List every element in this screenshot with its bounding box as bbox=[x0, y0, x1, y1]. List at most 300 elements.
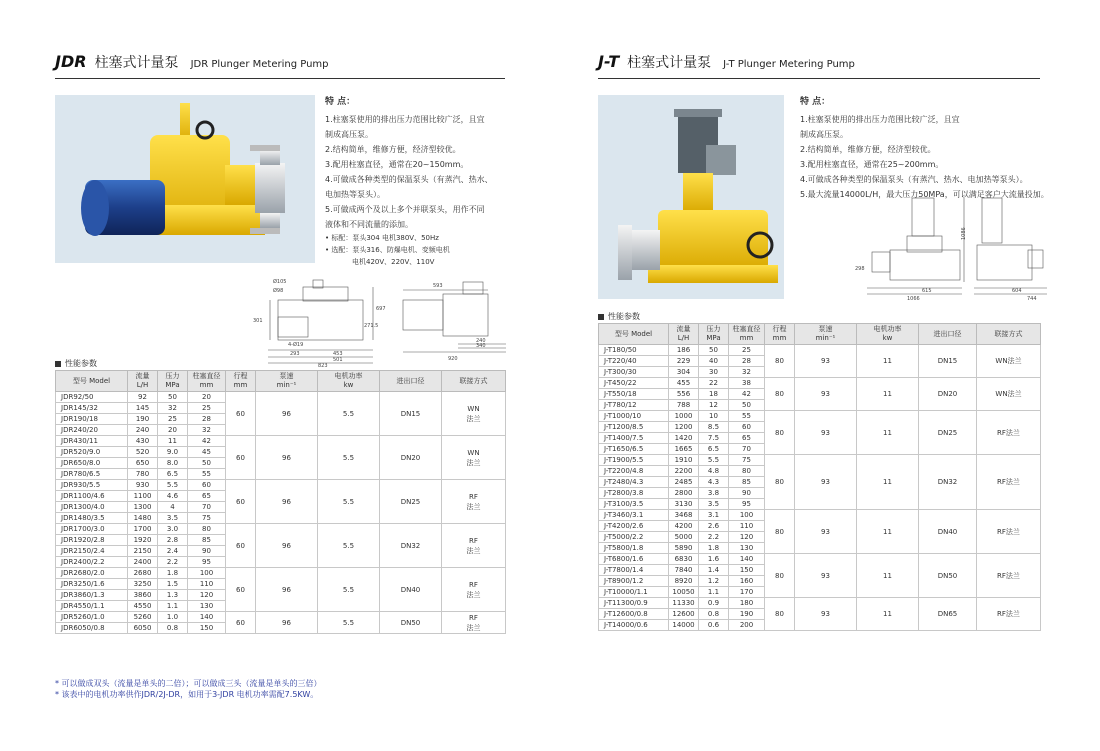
pressure-cell: 1.8 bbox=[158, 568, 188, 579]
stroke-cell: 60 bbox=[226, 436, 256, 480]
model-cell: J-T1650/6.5 bbox=[599, 444, 669, 455]
plunger-diameter-cell: 140 bbox=[729, 554, 765, 565]
model-cell: J-T10000/1.1 bbox=[599, 587, 669, 598]
pressure-cell: 8.0 bbox=[158, 458, 188, 469]
jt-dim-d3: 615 bbox=[922, 288, 932, 294]
jdr-spec-table bbox=[55, 370, 506, 634]
flow-cell: 2485 bbox=[669, 477, 699, 488]
speed-cell: 96 bbox=[256, 392, 318, 436]
plunger-diameter-cell: 25 bbox=[188, 403, 226, 414]
model-cell: J-T550/18 bbox=[599, 389, 669, 400]
connection-cell: RF 法兰 bbox=[442, 612, 506, 634]
pressure-cell: 1.1 bbox=[158, 601, 188, 612]
jdr-features bbox=[325, 95, 515, 268]
plunger-diameter-cell: 110 bbox=[188, 579, 226, 590]
column-header: 压力 MPa bbox=[699, 324, 729, 345]
flow-cell: 1300 bbox=[128, 502, 158, 513]
jdr-opt-config: • 选配：泵头316、防爆电机、变频电机 bbox=[325, 246, 450, 254]
pressure-cell: 9.0 bbox=[158, 447, 188, 458]
pressure-cell: 50 bbox=[158, 392, 188, 403]
stroke-cell: 80 bbox=[765, 411, 795, 455]
jdr-notes bbox=[55, 678, 322, 700]
jt-features bbox=[800, 95, 1050, 202]
flow-cell: 2680 bbox=[128, 568, 158, 579]
column-header: 泵速 min⁻¹ bbox=[795, 324, 857, 345]
plunger-diameter-cell: 90 bbox=[188, 546, 226, 557]
jt-feature-line: 2.结构简单，维修方便，经济型较优。 bbox=[800, 145, 936, 154]
flow-cell: 1700 bbox=[128, 524, 158, 535]
plunger-diameter-cell: 100 bbox=[729, 510, 765, 521]
pressure-cell: 4.8 bbox=[699, 466, 729, 477]
plunger-diameter-cell: 90 bbox=[729, 488, 765, 499]
jdr-dimension-drawing bbox=[248, 272, 513, 367]
flow-cell: 186 bbox=[669, 345, 699, 356]
stroke-cell: 60 bbox=[226, 524, 256, 568]
model-cell: JDR2150/2.4 bbox=[56, 546, 128, 557]
port-size-cell: DN40 bbox=[380, 568, 442, 612]
jdr-model-name: JDR bbox=[55, 52, 87, 71]
power-cell: 11 bbox=[857, 378, 919, 411]
plunger-diameter-cell: 120 bbox=[188, 590, 226, 601]
flow-cell: 14000 bbox=[669, 620, 699, 631]
model-cell: JDR2400/2.2 bbox=[56, 557, 128, 568]
model-cell: JDR145/32 bbox=[56, 403, 128, 414]
plunger-diameter-cell: 25 bbox=[729, 345, 765, 356]
model-cell: J-T1900/5.5 bbox=[599, 455, 669, 466]
jt-dimension-drawing bbox=[852, 190, 1052, 305]
flow-cell: 1100 bbox=[128, 491, 158, 502]
flow-cell: 2200 bbox=[669, 466, 699, 477]
speed-cell: 93 bbox=[795, 411, 857, 455]
plunger-diameter-cell: 170 bbox=[729, 587, 765, 598]
model-cell: JDR2680/2.0 bbox=[56, 568, 128, 579]
jdr-dim2-d3: 340 bbox=[476, 343, 486, 349]
pressure-cell: 4.6 bbox=[158, 491, 188, 502]
plunger-diameter-cell: 38 bbox=[729, 378, 765, 389]
column-header: 进出口径 bbox=[380, 371, 442, 392]
plunger-diameter-cell: 160 bbox=[729, 576, 765, 587]
model-cell: JDR520/9.0 bbox=[56, 447, 128, 458]
jdr-header bbox=[55, 52, 329, 72]
jdr-note: * 可以做成双头（流量是单头的二倍）；可以做成三头（流量是单头的三倍） bbox=[55, 679, 322, 688]
model-cell: J-T6800/1.6 bbox=[599, 554, 669, 565]
jdr-pump-illustration bbox=[55, 95, 315, 263]
model-cell: J-T180/50 bbox=[599, 345, 669, 356]
connection-cell: RF法兰 bbox=[977, 598, 1041, 631]
power-cell: 11 bbox=[857, 554, 919, 598]
pressure-cell: 1.1 bbox=[699, 587, 729, 598]
flow-cell: 3250 bbox=[128, 579, 158, 590]
pressure-cell: 0.6 bbox=[699, 620, 729, 631]
model-cell: JDR1480/3.5 bbox=[56, 513, 128, 524]
model-cell: J-T450/22 bbox=[599, 378, 669, 389]
model-cell: JDR240/20 bbox=[56, 425, 128, 436]
jdr-dim2-d4: 920 bbox=[448, 356, 458, 362]
model-cell: J-T2800/3.8 bbox=[599, 488, 669, 499]
connection-cell: RF 法兰 bbox=[442, 480, 506, 524]
speed-cell: 93 bbox=[795, 345, 857, 378]
flow-cell: 4550 bbox=[128, 601, 158, 612]
flow-cell: 1480 bbox=[128, 513, 158, 524]
flow-cell: 5890 bbox=[669, 543, 699, 554]
jdr-features-title: 特 点： bbox=[325, 97, 356, 107]
model-cell: J-T2200/4.8 bbox=[599, 466, 669, 477]
jdr-dim-d6: 697 bbox=[376, 306, 386, 312]
pressure-cell: 3.1 bbox=[699, 510, 729, 521]
port-size-cell: DN32 bbox=[919, 455, 977, 510]
column-header: 进出口径 bbox=[919, 324, 977, 345]
model-cell: J-T1400/7.5 bbox=[599, 433, 669, 444]
model-cell: J-T4200/2.6 bbox=[599, 521, 669, 532]
jdr-drawing-top-view bbox=[403, 282, 506, 362]
jt-dim-d5: 744 bbox=[1027, 296, 1037, 302]
model-cell: JDR190/18 bbox=[56, 414, 128, 425]
power-cell: 11 bbox=[857, 598, 919, 631]
model-cell: J-T7800/1.4 bbox=[599, 565, 669, 576]
table-row bbox=[599, 345, 1041, 356]
stroke-cell: 80 bbox=[765, 378, 795, 411]
flow-cell: 1920 bbox=[128, 535, 158, 546]
jdr-feature-line: 3.配用柱塞直径，通常在20~150mm。 bbox=[325, 160, 469, 169]
pressure-cell: 50 bbox=[699, 345, 729, 356]
plunger-diameter-cell: 75 bbox=[188, 513, 226, 524]
stroke-cell: 80 bbox=[765, 598, 795, 631]
jdr-dim-d2: Ø98 bbox=[273, 288, 284, 294]
column-header: 柱塞直径 mm bbox=[188, 371, 226, 392]
power-cell: 5.5 bbox=[318, 612, 380, 634]
plunger-diameter-cell: 85 bbox=[188, 535, 226, 546]
plunger-diameter-cell: 70 bbox=[729, 444, 765, 455]
plunger-diameter-cell: 65 bbox=[729, 433, 765, 444]
stroke-cell: 60 bbox=[226, 392, 256, 436]
port-size-cell: DN25 bbox=[919, 411, 977, 455]
jdr-dim-d5: 271.5 bbox=[364, 323, 379, 329]
port-size-cell: DN32 bbox=[380, 524, 442, 568]
stroke-cell: 80 bbox=[765, 345, 795, 378]
model-cell: JDR4550/1.1 bbox=[56, 601, 128, 612]
plunger-diameter-cell: 45 bbox=[188, 447, 226, 458]
flow-cell: 520 bbox=[128, 447, 158, 458]
speed-cell: 96 bbox=[256, 436, 318, 480]
jdr-drawing-side-view bbox=[253, 278, 386, 367]
pressure-cell: 3.0 bbox=[158, 524, 188, 535]
jdr-feature-line: 液体和不同流量的添加。 bbox=[325, 220, 413, 229]
jdr-feature-line: 4.可做成各种类型的保温泵头（有蒸汽、热水、 bbox=[325, 175, 493, 184]
stroke-cell: 80 bbox=[765, 455, 795, 510]
flow-cell: 5260 bbox=[128, 612, 158, 623]
jt-feature-line: 1.柱塞泵使用的排出压力范围比较广泛，且宜 bbox=[800, 115, 960, 124]
pressure-cell: 2.4 bbox=[158, 546, 188, 557]
connection-cell: RF 法兰 bbox=[442, 568, 506, 612]
plunger-diameter-cell: 28 bbox=[188, 414, 226, 425]
plunger-diameter-cell: 70 bbox=[188, 502, 226, 513]
plunger-diameter-cell: 130 bbox=[729, 543, 765, 554]
jdr-title-cn: 柱塞式计量泵 bbox=[94, 55, 179, 71]
connection-cell: WN法兰 bbox=[977, 345, 1041, 378]
flow-cell: 2800 bbox=[669, 488, 699, 499]
flow-cell: 6830 bbox=[669, 554, 699, 565]
plunger-diameter-cell: 100 bbox=[188, 568, 226, 579]
jt-pump-illustration bbox=[598, 95, 784, 299]
jt-feature-line: 制成高压泵。 bbox=[800, 130, 848, 139]
pressure-cell: 20 bbox=[158, 425, 188, 436]
flow-cell: 8920 bbox=[669, 576, 699, 587]
plunger-diameter-cell: 32 bbox=[188, 425, 226, 436]
flow-cell: 430 bbox=[128, 436, 158, 447]
flow-cell: 10050 bbox=[669, 587, 699, 598]
pressure-cell: 10 bbox=[699, 411, 729, 422]
plunger-diameter-cell: 150 bbox=[729, 565, 765, 576]
jdr-product-photo bbox=[55, 95, 315, 263]
plunger-diameter-cell: 120 bbox=[729, 532, 765, 543]
flow-cell: 930 bbox=[128, 480, 158, 491]
plunger-diameter-cell: 50 bbox=[729, 400, 765, 411]
pressure-cell: 11 bbox=[158, 436, 188, 447]
plunger-diameter-cell: 75 bbox=[729, 455, 765, 466]
jdr-dim-d4: 301 bbox=[253, 318, 263, 324]
pressure-cell: 0.9 bbox=[699, 598, 729, 609]
port-size-cell: DN50 bbox=[919, 554, 977, 598]
pressure-cell: 1.5 bbox=[158, 579, 188, 590]
table-row bbox=[599, 598, 1041, 609]
flow-cell: 11330 bbox=[669, 598, 699, 609]
table-row bbox=[599, 455, 1041, 466]
plunger-diameter-cell: 28 bbox=[729, 356, 765, 367]
plunger-diameter-cell: 42 bbox=[188, 436, 226, 447]
table-row bbox=[56, 612, 506, 623]
jdr-dim2-d2: 240 bbox=[476, 338, 486, 344]
speed-cell: 96 bbox=[256, 612, 318, 634]
model-cell: J-T1200/8.5 bbox=[599, 422, 669, 433]
stroke-cell: 80 bbox=[765, 554, 795, 598]
column-header: 型号 Model bbox=[56, 371, 128, 392]
plunger-diameter-cell: 80 bbox=[188, 524, 226, 535]
jt-model-name: J-T bbox=[598, 52, 620, 71]
pressure-cell: 3.5 bbox=[158, 513, 188, 524]
port-size-cell: DN25 bbox=[380, 480, 442, 524]
pressure-cell: 30 bbox=[699, 367, 729, 378]
flow-cell: 556 bbox=[669, 389, 699, 400]
jdr-feature-line: 5.可做成两个及以上多个并联泵头，用作不同 bbox=[325, 205, 485, 214]
plunger-diameter-cell: 80 bbox=[729, 466, 765, 477]
connection-cell: RF 法兰 bbox=[442, 524, 506, 568]
plunger-diameter-cell: 55 bbox=[188, 469, 226, 480]
flow-cell: 92 bbox=[128, 392, 158, 403]
column-header: 流量 L/H bbox=[669, 324, 699, 345]
speed-cell: 96 bbox=[256, 524, 318, 568]
flow-cell: 304 bbox=[669, 367, 699, 378]
table-row bbox=[599, 510, 1041, 521]
jdr-dim-d3: 4-Ø19 bbox=[288, 342, 304, 348]
power-cell: 11 bbox=[857, 510, 919, 554]
model-cell: J-T5800/1.8 bbox=[599, 543, 669, 554]
port-size-cell: DN15 bbox=[919, 345, 977, 378]
flow-cell: 2400 bbox=[128, 557, 158, 568]
plunger-diameter-cell: 20 bbox=[188, 392, 226, 403]
plunger-diameter-cell: 60 bbox=[188, 480, 226, 491]
plunger-diameter-cell: 150 bbox=[188, 623, 226, 634]
model-cell: JDR1920/2.8 bbox=[56, 535, 128, 546]
pressure-cell: 5.5 bbox=[699, 455, 729, 466]
plunger-diameter-cell: 85 bbox=[729, 477, 765, 488]
jdr-dim-d10: 823 bbox=[318, 363, 328, 367]
speed-cell: 96 bbox=[256, 568, 318, 612]
column-header: 流量 L/H bbox=[128, 371, 158, 392]
flow-cell: 780 bbox=[128, 469, 158, 480]
pressure-cell: 6.5 bbox=[158, 469, 188, 480]
model-cell: JDR1300/4.0 bbox=[56, 502, 128, 513]
flow-cell: 1200 bbox=[669, 422, 699, 433]
port-size-cell: DN50 bbox=[380, 612, 442, 634]
flow-cell: 145 bbox=[128, 403, 158, 414]
power-cell: 5.5 bbox=[318, 480, 380, 524]
table-row bbox=[56, 568, 506, 579]
model-cell: J-T3100/3.5 bbox=[599, 499, 669, 510]
power-cell: 11 bbox=[857, 345, 919, 378]
speed-cell: 96 bbox=[256, 480, 318, 524]
table-header-row bbox=[599, 324, 1041, 345]
pressure-cell: 5.5 bbox=[158, 480, 188, 491]
jdr-dim-d1: Ø105 bbox=[273, 279, 287, 285]
table-row bbox=[599, 411, 1041, 422]
power-cell: 5.5 bbox=[318, 392, 380, 436]
jdr-title-en: JDR Plunger Metering Pump bbox=[190, 59, 329, 70]
flow-cell: 4200 bbox=[669, 521, 699, 532]
flow-cell: 788 bbox=[669, 400, 699, 411]
column-header: 行程 mm bbox=[226, 371, 256, 392]
connection-cell: RF法兰 bbox=[977, 554, 1041, 598]
pressure-cell: 6.5 bbox=[699, 444, 729, 455]
pressure-cell: 40 bbox=[699, 356, 729, 367]
jdr-params-title-text: 性能参数 bbox=[65, 359, 97, 368]
pressure-cell: 0.8 bbox=[699, 609, 729, 620]
table-row bbox=[56, 392, 506, 403]
column-header: 电机功率 kw bbox=[318, 371, 380, 392]
table-header-row bbox=[56, 371, 506, 392]
pressure-cell: 12 bbox=[699, 400, 729, 411]
connection-cell: RF法兰 bbox=[977, 510, 1041, 554]
model-cell: J-T11300/0.9 bbox=[599, 598, 669, 609]
pressure-cell: 1.8 bbox=[699, 543, 729, 554]
flow-cell: 5000 bbox=[669, 532, 699, 543]
model-cell: JDR3250/1.6 bbox=[56, 579, 128, 590]
column-header: 联接方式 bbox=[977, 324, 1041, 345]
jt-feature-line: 5.最大流量14000L/H，最大压力50MPa，可以满足客户大流量投加。 bbox=[800, 190, 1049, 199]
plunger-diameter-cell: 65 bbox=[188, 491, 226, 502]
model-cell: JDR3860/1.3 bbox=[56, 590, 128, 601]
jt-title-en: J-T Plunger Metering Pump bbox=[723, 59, 855, 70]
pressure-cell: 1.6 bbox=[699, 554, 729, 565]
plunger-diameter-cell: 55 bbox=[729, 411, 765, 422]
jt-features-title: 特 点： bbox=[800, 97, 831, 107]
connection-cell: RF法兰 bbox=[977, 411, 1041, 455]
speed-cell: 93 bbox=[795, 598, 857, 631]
flow-cell: 240 bbox=[128, 425, 158, 436]
jt-header-rule bbox=[598, 78, 1040, 79]
model-cell: J-T14000/0.6 bbox=[599, 620, 669, 631]
flow-cell: 3468 bbox=[669, 510, 699, 521]
column-header: 柱塞直径 mm bbox=[729, 324, 765, 345]
power-cell: 5.5 bbox=[318, 436, 380, 480]
pressure-cell: 2.2 bbox=[699, 532, 729, 543]
port-size-cell: DN20 bbox=[380, 436, 442, 480]
power-cell: 5.5 bbox=[318, 524, 380, 568]
connection-cell: WN法兰 bbox=[977, 378, 1041, 411]
plunger-diameter-cell: 200 bbox=[729, 620, 765, 631]
table-row bbox=[56, 480, 506, 491]
jt-feature-line: 4.可做成各种类型的保温泵头（有蒸汽、热水、电加热等泵头）。 bbox=[800, 175, 1028, 184]
model-cell: JDR5260/1.0 bbox=[56, 612, 128, 623]
plunger-diameter-cell: 110 bbox=[729, 521, 765, 532]
model-cell: J-T3460/3.1 bbox=[599, 510, 669, 521]
flow-cell: 6050 bbox=[128, 623, 158, 634]
power-cell: 11 bbox=[857, 455, 919, 510]
flow-cell: 1665 bbox=[669, 444, 699, 455]
power-cell: 11 bbox=[857, 411, 919, 455]
jt-page bbox=[550, 0, 1100, 751]
plunger-diameter-cell: 190 bbox=[729, 609, 765, 620]
square-bullet-icon bbox=[55, 361, 61, 367]
jt-drawing-side-view bbox=[855, 198, 967, 302]
flow-cell: 455 bbox=[669, 378, 699, 389]
jdr-header-rule bbox=[55, 78, 505, 79]
plunger-diameter-cell: 95 bbox=[729, 499, 765, 510]
jt-params-title-text: 性能参数 bbox=[608, 312, 640, 321]
jdr-std-config: • 标配：泵头304 电机380V、50Hz bbox=[325, 234, 439, 242]
pressure-cell: 1.2 bbox=[699, 576, 729, 587]
connection-cell: RF法兰 bbox=[977, 455, 1041, 510]
connection-cell: WN 法兰 bbox=[442, 392, 506, 436]
jt-header bbox=[598, 52, 855, 72]
flow-cell: 3130 bbox=[669, 499, 699, 510]
jt-dim-d6: 604 bbox=[1012, 288, 1022, 294]
model-cell: JDR1100/4.6 bbox=[56, 491, 128, 502]
jt-params-title bbox=[598, 311, 640, 322]
jt-dim-d1: 1086 bbox=[961, 227, 967, 240]
plunger-diameter-cell: 42 bbox=[729, 389, 765, 400]
flow-cell: 12600 bbox=[669, 609, 699, 620]
column-header: 电机功率 kw bbox=[857, 324, 919, 345]
jdr-note: * 该表中的电机功率供作JDR/2J-DR，如用于3-JDR 电机功率需配7.5KW。 bbox=[55, 690, 319, 699]
flow-cell: 1420 bbox=[669, 433, 699, 444]
flow-cell: 2150 bbox=[128, 546, 158, 557]
jdr-feature-line: 制成高压泵。 bbox=[325, 130, 373, 139]
plunger-diameter-cell: 50 bbox=[188, 458, 226, 469]
pressure-cell: 7.5 bbox=[699, 433, 729, 444]
model-cell: J-T5000/2.2 bbox=[599, 532, 669, 543]
pressure-cell: 4.3 bbox=[699, 477, 729, 488]
pressure-cell: 18 bbox=[699, 389, 729, 400]
connection-cell: WN 法兰 bbox=[442, 436, 506, 480]
flow-cell: 229 bbox=[669, 356, 699, 367]
plunger-diameter-cell: 180 bbox=[729, 598, 765, 609]
flow-cell: 1000 bbox=[669, 411, 699, 422]
jdr-feature-line: 电加热等泵头）。 bbox=[325, 190, 385, 199]
plunger-diameter-cell: 95 bbox=[188, 557, 226, 568]
model-cell: J-T8900/1.2 bbox=[599, 576, 669, 587]
stroke-cell: 60 bbox=[226, 480, 256, 524]
model-cell: J-T12600/0.8 bbox=[599, 609, 669, 620]
stroke-cell: 80 bbox=[765, 510, 795, 554]
flow-cell: 1910 bbox=[669, 455, 699, 466]
jt-spec-table bbox=[598, 323, 1041, 631]
model-cell: JDR650/8.0 bbox=[56, 458, 128, 469]
pressure-cell: 2.6 bbox=[699, 521, 729, 532]
column-header: 联接方式 bbox=[442, 371, 506, 392]
table-row bbox=[599, 554, 1041, 565]
speed-cell: 93 bbox=[795, 455, 857, 510]
flow-cell: 7840 bbox=[669, 565, 699, 576]
